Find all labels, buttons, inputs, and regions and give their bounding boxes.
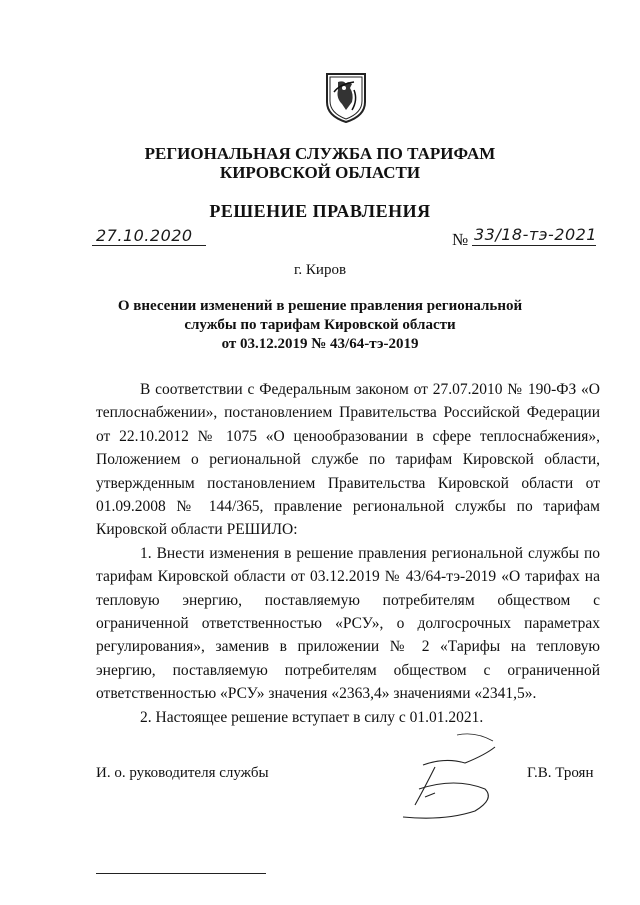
signer-name: Г.В. Троян: [527, 765, 594, 781]
subject-line-2: службы по тарифам Кировской области: [184, 317, 456, 333]
city: г. Киров: [293, 262, 347, 278]
decision-item-1: 1. Внести изменения в решение правления региональной службы по тарифам Кировской области от 03.12.2019 № 43/64-тэ-2019 «О тарифах на тепловую энергию, поставляемую потребителям обществом с ограниченной ответственностью «РСУ», о долгосрочных параметрах регулирования», заменив в приложении № 2 «Тарифы на тепловую энергию, поставляемую потребителям обществом с ограниченной ответственностью «РСУ» значения «2363,4» значениями «2341,5».: [96, 544, 600, 703]
document-body: [96, 378, 600, 729]
subject-line-3: от 03.12.2019 № 43/64-тэ-2019: [221, 336, 419, 352]
footnote-separator: [96, 873, 266, 874]
handwritten-signature: [395, 727, 505, 822]
document-subject: [0, 297, 640, 354]
date-underline: [92, 245, 206, 246]
subject-line-1: О внесении изменений в решение правления региональной: [117, 298, 523, 314]
number-sign: №: [452, 230, 469, 249]
document-type: РЕШЕНИЕ ПРАВЛЕНИЯ: [209, 201, 431, 221]
organization-name: [0, 144, 640, 182]
preamble-paragraph: В соответствии с Федеральным законом от 27.07.2010 № 190-ФЗ «О теплоснабжении», постановлением Правительства Российской Федерации от 22.10.2012 № 1075 «О ценообразовании в сфере теплоснабжения», Положением о региональной службе по тарифам Кировской области, утвержденным постановлением Правительства Кировской области от 01.09.2008 № 144/365, правление региональной службы по тарифам Кировской области РЕШИЛО:: [96, 381, 600, 539]
org-line-1: РЕГИОНАЛЬНАЯ СЛУЖБА ПО ТАРИФАМ: [144, 144, 496, 163]
document-date: 27.10.2020: [96, 226, 193, 245]
coat-of-arms-emblem: [324, 70, 368, 124]
document-number: 33/18-тэ-2021: [474, 225, 597, 244]
decision-item-2: 2. Настоящее решение вступает в силу с 01.01.2021.: [140, 708, 484, 726]
signer-position: И. о. руководителя службы: [96, 765, 269, 781]
number-underline: [472, 245, 596, 246]
org-line-2: КИРОВСКОЙ ОБЛАСТИ: [219, 163, 421, 182]
